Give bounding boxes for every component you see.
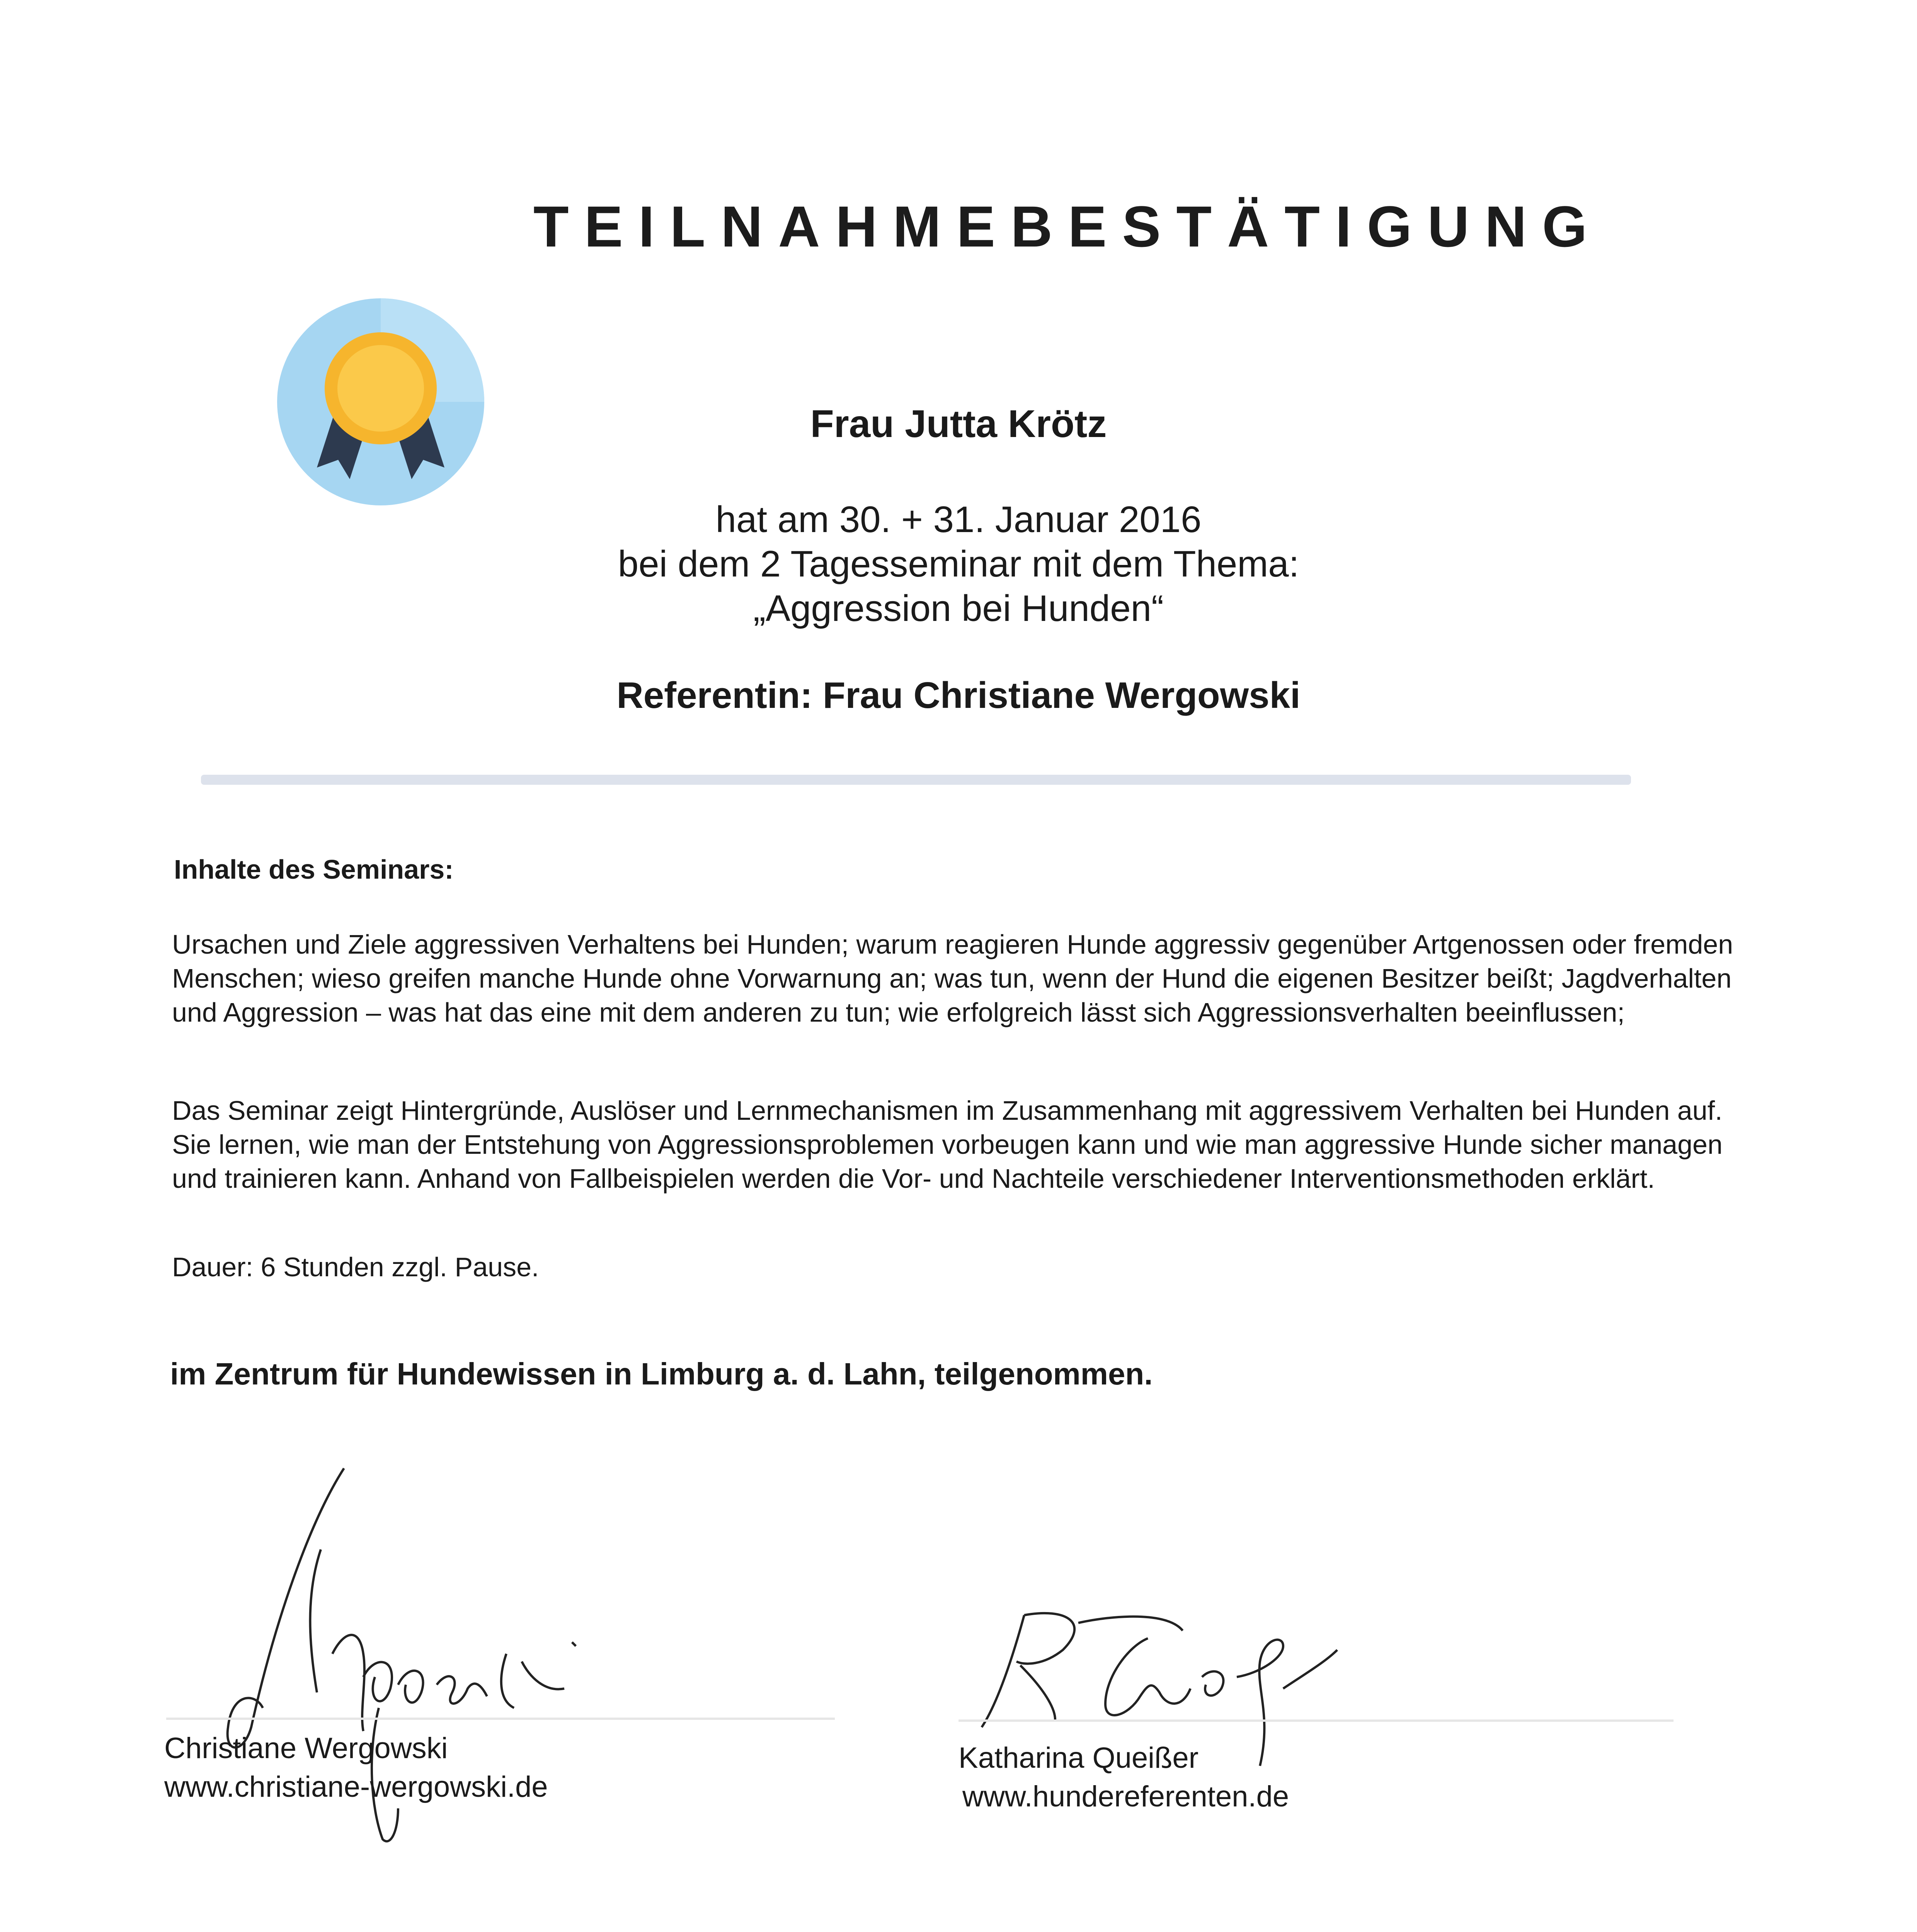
signer-right-name: Katharina Queißer xyxy=(958,1742,1199,1774)
contents-paragraph-2: Das Seminar zeigt Hintergründe, Auslöser und Lernmechanismen im Zusammenhang mit aggressivem Verhalten bei Hunden auf. Sie lernen, wie man der Entstehung von Aggressionsproblemen vorbeugen kann und wie man aggressive Hunde sicher managen und trainieren kann. Anhand von Fallbeispielen werden die Vor- und Nachteile verschiedener Interventionsmethoden erklärt. xyxy=(172,1095,1723,1194)
signature-line-right xyxy=(958,1719,1674,1722)
signer-left-name: Christiane Wergowski xyxy=(164,1732,448,1765)
divider xyxy=(201,775,1631,785)
duration: Dauer: 6 Stunden zzgl. Pause. xyxy=(172,1252,539,1282)
topic-line: „Aggression bei Hunden“ xyxy=(753,588,1164,629)
seminar-line: bei dem 2 Tagesseminar mit dem Thema: xyxy=(618,543,1299,585)
signer-right-url: www.hundereferenten.de xyxy=(962,1780,1289,1813)
speaker-line: Referentin: Frau Christiane Wergowski xyxy=(616,675,1301,716)
participant-name: Frau Jutta Krötz xyxy=(810,402,1107,446)
signer-left-url: www.christiane-wergowski.de xyxy=(164,1770,548,1803)
location-line: im Zentrum für Hundewissen in Limburg a. d. Lahn, teilgenommen. xyxy=(170,1357,1153,1391)
date-line: hat am 30. + 31. Januar 2016 xyxy=(715,499,1202,540)
signature-line-left xyxy=(166,1718,835,1720)
certificate-title: TEILNAHMEBESTÄTIGUNG xyxy=(533,194,1603,259)
contents-paragraph-1: Ursachen und Ziele aggressiven Verhaltens bei Hunden; warum reagieren Hunde aggressiv gegenüber Artgenossen oder fremden Menschen; wieso greifen manche Hunde ohne Vorwarnung an; was tun, wenn der Hund die eigenen Besitzer beißt; Jagdverhalten und Aggression – was hat das eine mit dem anderen zu tun; wie erfolgreich lässt sich Aggressionsverhalten beeinflussen; xyxy=(172,929,1733,1027)
contents-heading: Inhalte des Seminars: xyxy=(174,854,454,884)
